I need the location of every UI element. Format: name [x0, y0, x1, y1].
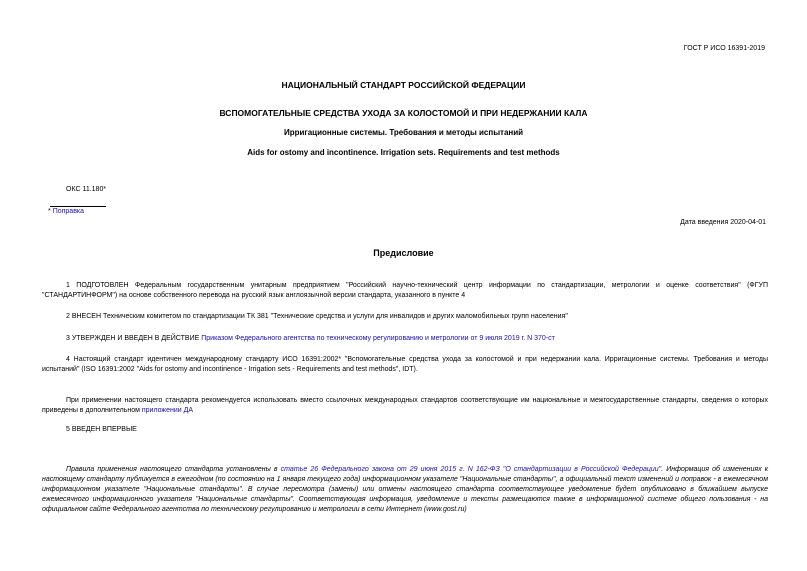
footnote-star: * — [48, 208, 51, 215]
federal-law-link[interactable]: статье 26 Федерального закона от 29 июня 2015 г. N 162-ФЗ "О стандартизации в Российской Федерации" — [280, 466, 662, 473]
application-rules-text-b: . Информация об изменениях к настоящему стандарту публикуется в ежегодном (по состоянию на 1 января текущего года) информационном указателе "Национальные стандарты", а официальный текст изменений и поправок - в ежемесячном информационном указателе "Национальные стандарты". В случае пересмотра (замены) или отмены настоящего стандарта соответствующее уведомление будет опубликовано в ближайшем выпуске ежемесячного информационного указателя "Национальные стандарты". Соответствующая информация, уведомление и тексты размещаются также в информационной системе общего пользования - на официальном сайте Федерального агентства по техническому регулированию и метрологии в сети Интернет (www.gost.ru) — [42, 466, 768, 513]
preface-note — [42, 396, 768, 416]
preface-item-5: 5 ВВЕДЕН ВПЕРВЫЕ — [66, 426, 137, 433]
preface-heading: Предисловие — [373, 248, 434, 258]
main-title: ВСПОМОГАТЕЛЬНЫЕ СРЕДСТВА УХОДА ЗА КОЛОСТОМОЙ И ПРИ НЕДЕРЖАНИИ КАЛА — [219, 108, 588, 118]
preface-note-text: При применении настоящего стандарта рекомендуется использовать вместо ссылочных международных стандартов соответствующие им национальные и межгосударственные стандарты, сведения о которых приведены в дополнительном — [42, 397, 768, 414]
effective-date: Дата введения 2020-04-01 — [680, 219, 766, 226]
preface-item-3 — [42, 334, 768, 344]
application-rules-text-a: Правила применения настоящего стандарта установлены в — [66, 466, 281, 473]
appendix-link[interactable]: приложении ДА — [141, 407, 194, 414]
subtitle-en: Aids for ostomy and incontinence. Irrigation sets. Requirements and test methods — [247, 148, 560, 157]
preface-item-1: 1 ПОДГОТОВЛЕН Федеральным государственным унитарным предприятием "Российский научно-технический центр информации по стандартизации, метрологии и оценке соответствия" (ФГУП "СТАНДАРТИНФОРМ") на основе собственного перевода на русский язык англоязычной версии стандарта, указанного в пункте 4 — [42, 282, 768, 299]
application-rules — [42, 465, 768, 515]
preface-item-3-text: 3 УТВЕРЖДЕН И ВВЕДЕН В ДЕЙСТВИЕ — [66, 335, 202, 342]
footnote — [48, 208, 84, 215]
oks-code: ОКС 11.180* — [66, 186, 107, 193]
subtitle-ru: Ирригационные системы. Требования и методы испытаний — [283, 128, 524, 137]
correction-link[interactable]: Поправка — [52, 208, 85, 215]
preface-item-2: 2 ВНЕСЕН Техническим комитетом по стандартизации ТК 381 "Технические средства и услуги для инвалидов и других маломобильных групп населения" — [66, 313, 568, 320]
footnote-divider — [50, 206, 106, 207]
document-code: ГОСТ Р ИСО 16391-2019 — [683, 45, 765, 52]
order-link[interactable]: Приказом Федерального агентства по техническому регулированию и метрологии от 9 июля 2019 г. N 370-ст — [201, 335, 555, 342]
preface-item-4: 4 Настоящий стандарт идентичен международному стандарту ИСО 16391:2002* "Вспомогательные средства ухода за колостомой и при недержании кала. Ирригационные системы. Требования и методы испытаний" (ISO 16391:2002 "Aids for ostomy and incontinence - Irrigation sets - Requirements and test methods", IDT). — [42, 356, 768, 373]
national-standard-title: НАЦИОНАЛЬНЫЙ СТАНДАРТ РОССИЙСКОЙ ФЕДЕРАЦИИ — [281, 80, 526, 90]
